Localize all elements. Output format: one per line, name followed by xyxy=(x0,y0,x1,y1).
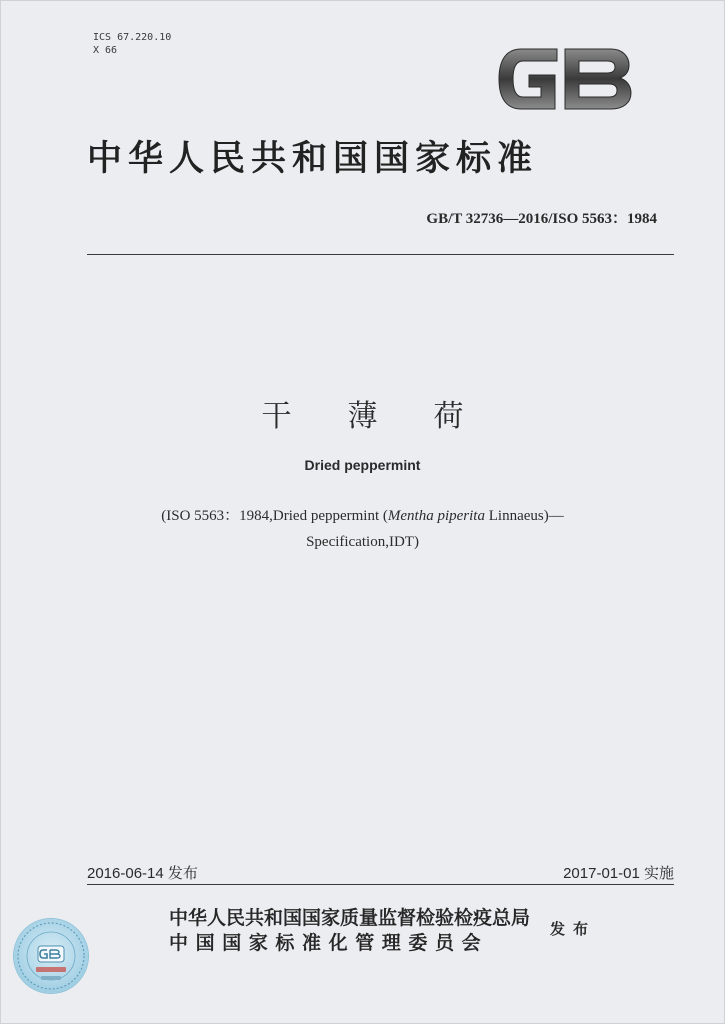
issuer-sac: 中国国家标准化管理委员会 xyxy=(169,932,489,954)
effective-date: 2017-01-01 实施 xyxy=(563,865,674,882)
gb-logo xyxy=(493,41,633,117)
document-title-english: Dried peppermint xyxy=(304,457,421,473)
document-title-chinese: 干薄荷 xyxy=(261,399,520,434)
stamp-seal-icon xyxy=(14,919,88,993)
issuing-authorities xyxy=(169,906,530,956)
national-standard-title: 中华人民共和国国家标准 xyxy=(87,138,539,179)
publish-label: 发布 xyxy=(550,920,597,938)
ics-code: ICS 67.220.10 xyxy=(93,32,172,43)
ics-classification xyxy=(93,31,171,57)
bottom-divider xyxy=(87,884,674,885)
iso-ref-prefix: (ISO 5563：1984,Dried peppermint ( xyxy=(161,508,388,524)
anti-counterfeit-stamp xyxy=(14,919,88,993)
ccs-code: X 66 xyxy=(93,45,118,56)
iso-ref-line2: Specification,IDT) xyxy=(306,534,419,550)
iso-reference xyxy=(101,503,624,555)
gb-logo-icon xyxy=(493,41,633,117)
iso-ref-suffix: Linnaeus)— xyxy=(484,508,564,524)
iso-ref-species: Mentha piperita xyxy=(387,508,485,524)
issue-date: 2016-06-14 发布 xyxy=(87,865,198,882)
top-divider xyxy=(87,254,674,255)
standard-number: GB/T 32736—2016/ISO 5563：1984 xyxy=(426,211,657,227)
issuer-aqsiq: 中华人民共和国国家质量监督检验检疫总局 xyxy=(169,907,531,929)
